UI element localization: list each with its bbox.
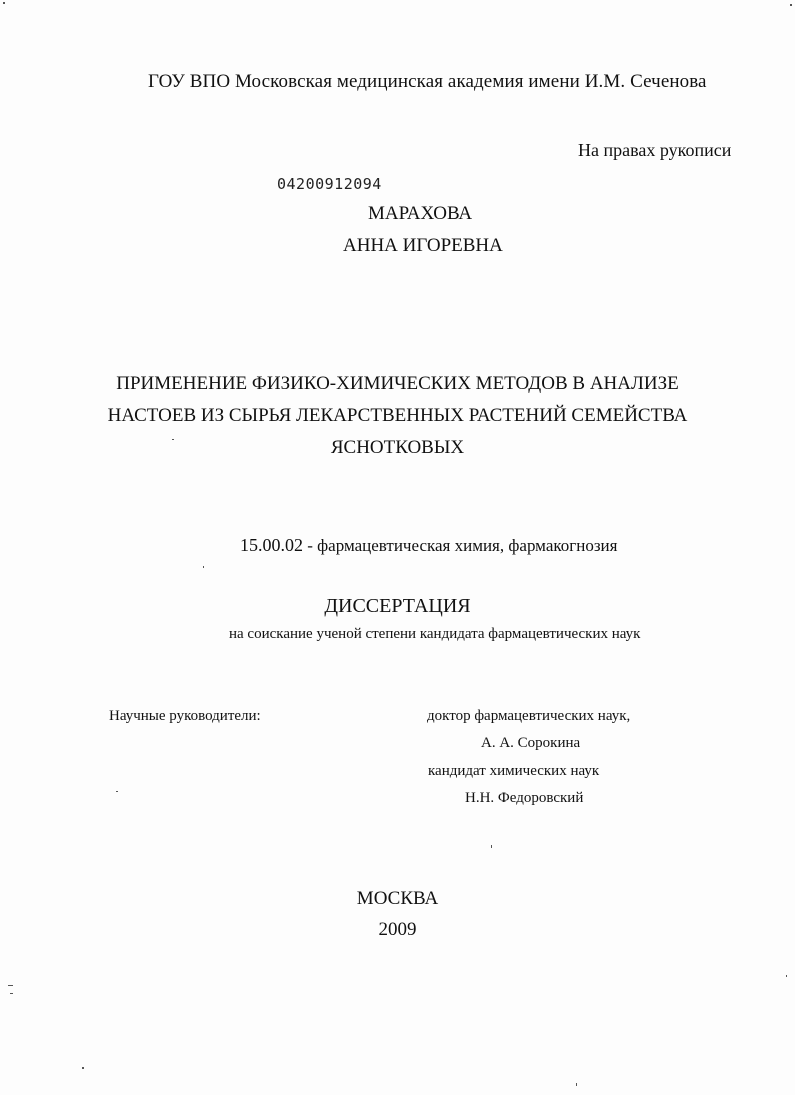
supervisor-1-title: доктор фармацевтических наук, [427, 708, 631, 724]
scan-speck [790, 4, 792, 6]
scan-speck [491, 845, 492, 848]
scan-speck [8, 985, 13, 986]
specialty [240, 536, 617, 554]
author-surname: МАРАХОВА [368, 203, 473, 224]
thesis-title-line-2: НАСТОЕВ ИЗ СЫРЬЯ ЛЕКАРСТВЕННЫХ РАСТЕНИЙ СЕМЕЙСТВА [107, 405, 688, 426]
scan-speck [786, 975, 787, 977]
inventory-number: 04200912094 [277, 175, 382, 193]
specialty-name: - фармацевтическая химия, фармакогнозия [303, 536, 618, 555]
rights-note: На правах рукописи [578, 140, 732, 160]
thesis-title-line-1: ПРИМЕНЕНИЕ ФИЗИКО-ХИМИЧЕСКИХ МЕТОДОВ В АНАЛИЗЕ [116, 373, 679, 394]
document-type: ДИССЕРТАЦИЯ [324, 595, 471, 617]
scan-speck [116, 791, 118, 792]
year: 2009 [378, 919, 417, 940]
scan-speck [172, 439, 174, 440]
author-given-names: АННА ИГОРЕВНА [343, 235, 503, 256]
thesis-title-line-3: ЯСНОТКОВЫХ [330, 437, 465, 458]
supervisors-label: Научные руководители: [109, 708, 261, 724]
supervisor-2-title: кандидат химических наук [428, 763, 600, 779]
scan-speck [3, 2, 5, 4]
scan-speck [576, 1083, 577, 1086]
specialty-code: 15.00.02 [240, 535, 303, 555]
scan-speck [10, 993, 13, 994]
scan-speck [203, 566, 204, 568]
scan-speck [82, 1067, 84, 1069]
degree-description: на соискание ученой степени кандидата фармацевтических наук [229, 626, 641, 642]
supervisor-1-name: А. А. Сорокина [481, 735, 581, 751]
city: МОСКВА [356, 888, 439, 909]
supervisor-2-name: Н.Н. Федоровский [465, 790, 584, 806]
institution-name: ГОУ ВПО Московская медицинская академия имени И.М. Сеченова [148, 71, 707, 92]
